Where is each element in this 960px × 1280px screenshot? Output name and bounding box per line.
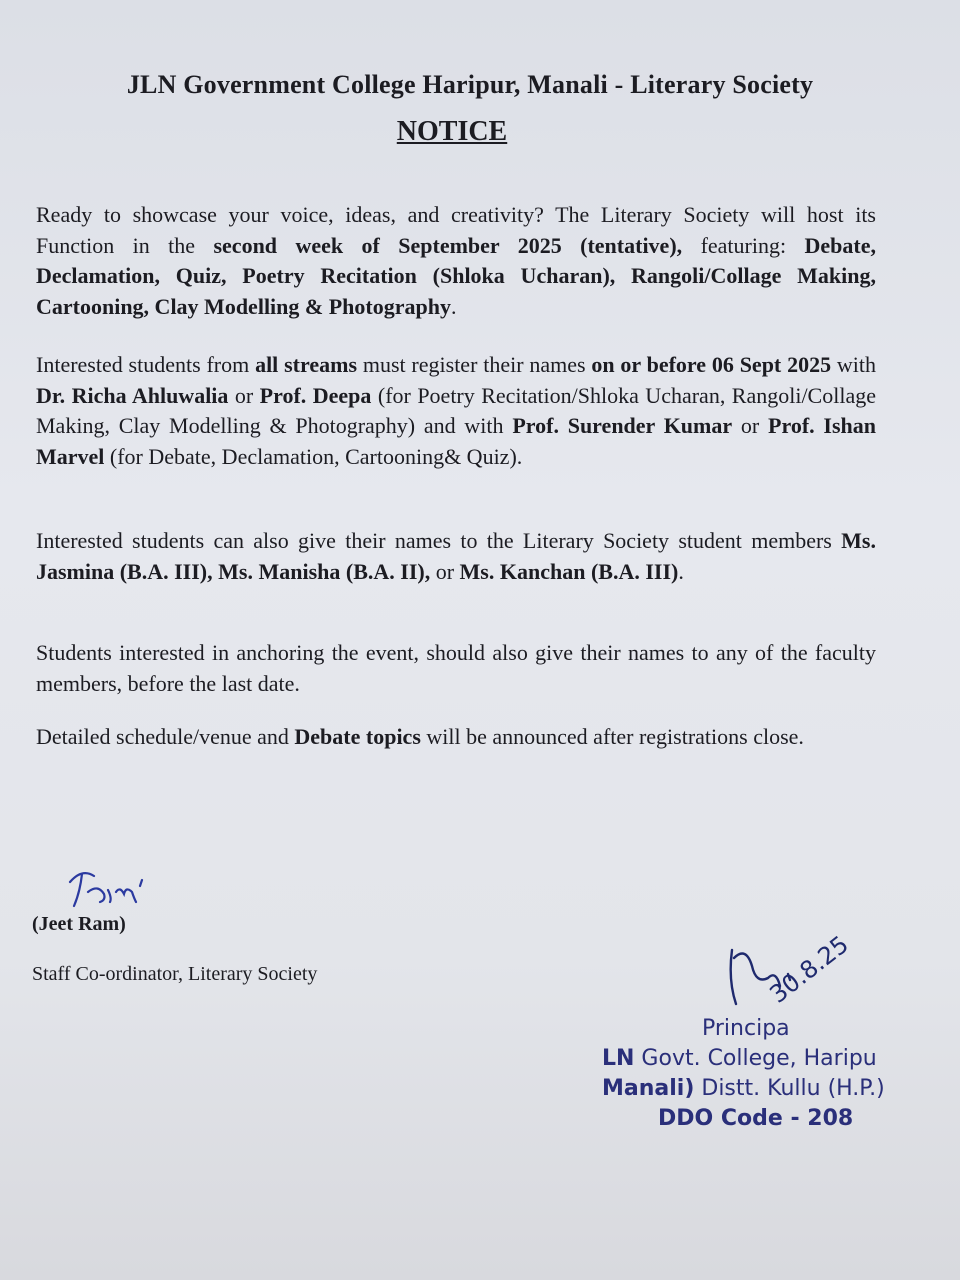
student-names: Ms. Kanchan (B.A. III) bbox=[459, 558, 679, 584]
faculty-name: Dr. Richa Ahluwalia bbox=[36, 382, 229, 408]
coordinator-name: (Jeet Ram) bbox=[32, 913, 126, 935]
text-run: with bbox=[831, 352, 877, 377]
coordinator-role: Staff Co-ordinator, Literary Society bbox=[32, 963, 318, 985]
text-run-bold: Debate topics bbox=[294, 724, 421, 749]
paragraph-function-announcement bbox=[36, 200, 876, 322]
faculty-name: Prof. Surender Kumar bbox=[512, 413, 733, 438]
text-run-bold: all streams bbox=[255, 352, 358, 377]
stamp-line-ddo-code: DDO Code - 208 bbox=[658, 1106, 854, 1131]
text-run: will be announced after registrations close. bbox=[420, 724, 804, 749]
text-run: or bbox=[228, 382, 260, 408]
faculty-name: Prof. Deepa bbox=[259, 382, 372, 408]
registration-deadline: on or before 06 Sept 2025 bbox=[591, 352, 832, 377]
student-names: Ms. Jasmina (B.A. III), Ms. Manisha (B.A. II), bbox=[36, 528, 876, 584]
event-list: Debate, Declamation, Quiz, Poetry Recitation (Shloka Ucharan), Rangoli/Collage Making, Cartooning, Clay Modelling & Photography bbox=[36, 232, 876, 319]
text-run: . bbox=[678, 558, 684, 584]
coordinator-signature bbox=[64, 862, 154, 912]
text-run: Interested students can also give their names to the Literary Society student members bbox=[36, 528, 842, 553]
text-run: or bbox=[430, 558, 460, 584]
paragraph-registration bbox=[36, 350, 876, 472]
principal-signature bbox=[718, 900, 898, 1020]
stamp-line-college bbox=[602, 1044, 902, 1074]
principal-stamp bbox=[602, 1014, 902, 1134]
stamp-text: Manali) bbox=[602, 1076, 695, 1101]
stamp-text: Distt. Kullu (H.P.) bbox=[694, 1076, 885, 1101]
stamp-line-principal: Principa bbox=[702, 1016, 790, 1041]
notice-heading: NOTICE bbox=[396, 116, 508, 147]
text-run: Interested students from bbox=[36, 352, 256, 377]
text-run: or bbox=[732, 413, 769, 438]
text-run: (for Debate, Declamation, Cartooning& Quiz). bbox=[104, 443, 523, 469]
text-run: Detailed schedule/venue and bbox=[36, 724, 295, 749]
paragraph-anchoring bbox=[36, 638, 876, 699]
text-run: (for Poetry Recitation/Shloka Ucharan, Rangoli/Collage Making, Clay Modelling & Photography) and with bbox=[36, 382, 876, 438]
paragraph-schedule bbox=[36, 722, 876, 753]
principal-sign-date: 30.8.25 bbox=[764, 930, 854, 1009]
faculty-name: Prof. Ishan Marvel bbox=[36, 413, 877, 469]
text-run: . bbox=[450, 293, 457, 319]
text-run-bold: second week of September 2025 (tentative), bbox=[213, 232, 683, 258]
text-run: Ready to showcase your voice, ideas, and creativity? The Literary Society will host its Function in the bbox=[36, 202, 876, 258]
stamp-line-district bbox=[602, 1074, 902, 1104]
text-run: Students interested in anchoring the event, should also give their names to any of the faculty members, before the last date. bbox=[36, 640, 876, 696]
text-run: featuring: bbox=[682, 232, 805, 258]
stamp-text: Govt. College, Haripu bbox=[634, 1046, 877, 1071]
text-run: must register their names bbox=[357, 352, 592, 377]
paragraph-student-members bbox=[36, 526, 876, 587]
stamp-text: LN bbox=[602, 1046, 635, 1071]
college-title: JLN Government College Haripur, Manali - Literary Society bbox=[126, 70, 814, 99]
